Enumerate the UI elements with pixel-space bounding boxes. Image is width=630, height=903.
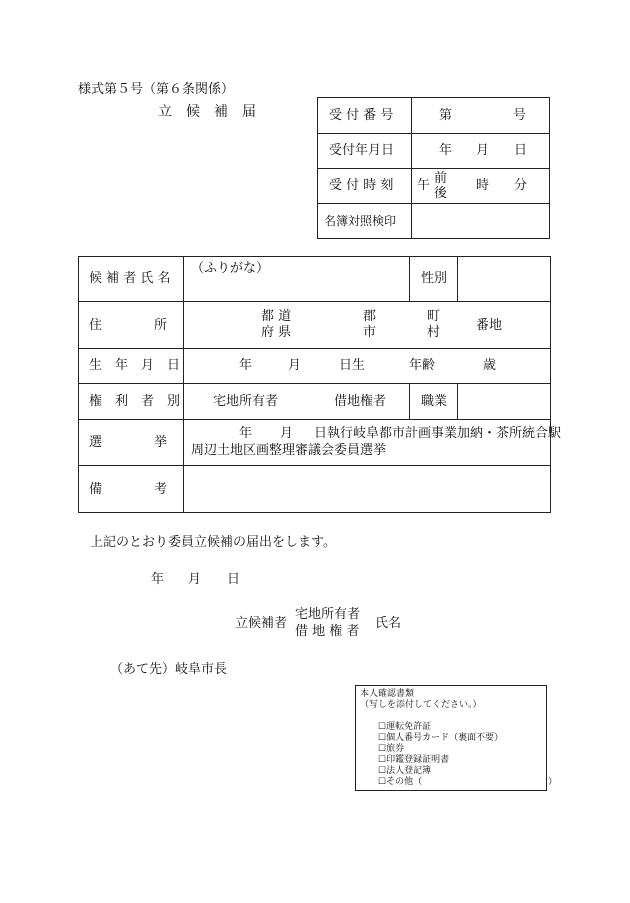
election-year: 年 (239, 426, 253, 441)
reception-box (317, 97, 550, 239)
furigana-label: （ふりがな） (191, 261, 270, 276)
id-doc-item: ☐個人番号カード（裏面不要） (378, 733, 504, 743)
reception-time-am: 前 (434, 171, 448, 186)
birth-year: 年 (239, 358, 253, 373)
election-month: 月 (280, 426, 294, 441)
address-todo: 都 道 (261, 309, 292, 324)
election-label: 選 挙 (89, 435, 168, 450)
statement: 上記のとおり委員立候補の届出をします。 (90, 535, 336, 550)
id-docs-title: 本人確認書類 (360, 689, 415, 699)
reception-number-prefix: 第 (439, 108, 453, 123)
id-doc-item: ☐法人登記簿 (378, 766, 432, 776)
birth-month: 月 (288, 358, 302, 373)
reception-date-day: 日 (514, 143, 528, 158)
form-number: 様式第５号（第６条関係） (78, 82, 235, 97)
gender-label: 性別 (421, 271, 448, 286)
address-gun: 郡 (363, 309, 377, 324)
id-doc-item: ☐その他（ ） (378, 777, 558, 787)
addressee: （あて先）岐阜市長 (110, 662, 228, 677)
job-label: 職業 (421, 394, 448, 409)
signature-lessee: 借 地 権 者 (295, 624, 360, 639)
reception-date-year: 年 (439, 143, 453, 158)
remarks-label: 備 考 (89, 482, 168, 497)
rights-label: 権 利 者 別 (89, 394, 181, 409)
reception-time-hour: 時 (476, 178, 490, 193)
reception-time-minute: 分 (514, 178, 528, 193)
birth-age-unit: 歳 (483, 358, 497, 373)
id-doc-item: ☐印鑑登録証明書 (378, 755, 450, 765)
election-text-line2: 周辺土地区画整理審議会委員選挙 (191, 443, 387, 458)
signature-owner: 宅地所有者 (295, 607, 361, 622)
date-month: 月 (188, 572, 202, 587)
birth-age-label: 年齢 (409, 358, 436, 373)
birth-day: 日生 (339, 358, 366, 373)
id-doc-item: ☐旅券 (378, 744, 405, 754)
date-day: 日 (227, 572, 241, 587)
reception-time-label: 受 付 時 刻 (329, 178, 394, 193)
application-table (78, 256, 562, 513)
address-banchi: 番地 (476, 318, 503, 333)
birth-label: 生 年 月 日 (89, 358, 181, 373)
reception-date-month: 月 (476, 143, 490, 158)
form-title: 立 候 補 届 (158, 104, 256, 120)
date-year: 年 (151, 572, 165, 587)
reception-number-label: 受 付 番 号 (329, 108, 394, 123)
id-docs-note: （写しを添付してください。） (360, 700, 482, 710)
address-mura: 村 (427, 325, 441, 340)
reception-date-label: 受付年月日 (329, 143, 395, 158)
reception-number-suffix: 号 (513, 108, 527, 123)
id-doc-item: ☐運転免許証 (378, 722, 432, 732)
election-text-line1: 日執行岐阜都市計画事業加納・茶所統合駅 (314, 426, 562, 441)
rights-owner: 宅地所有者 (213, 394, 279, 409)
rights-lessee: 借地権者 (334, 394, 387, 409)
address-label: 住 所 (89, 318, 168, 333)
reception-seal-label: 名簿対照検印 (324, 214, 397, 228)
address-shi: 市 (363, 325, 377, 340)
name-label: 候 補 者 氏 名 (89, 271, 171, 286)
reception-time-pm: 後 (434, 186, 448, 201)
signature-candidate: 立候補者 (235, 616, 288, 631)
signature-name-label: 氏名 (375, 616, 402, 631)
address-machi: 町 (427, 309, 441, 324)
id-documents-box (355, 685, 558, 791)
reception-time-prefix: 午 (417, 178, 431, 193)
address-fuken: 府 県 (261, 325, 292, 340)
